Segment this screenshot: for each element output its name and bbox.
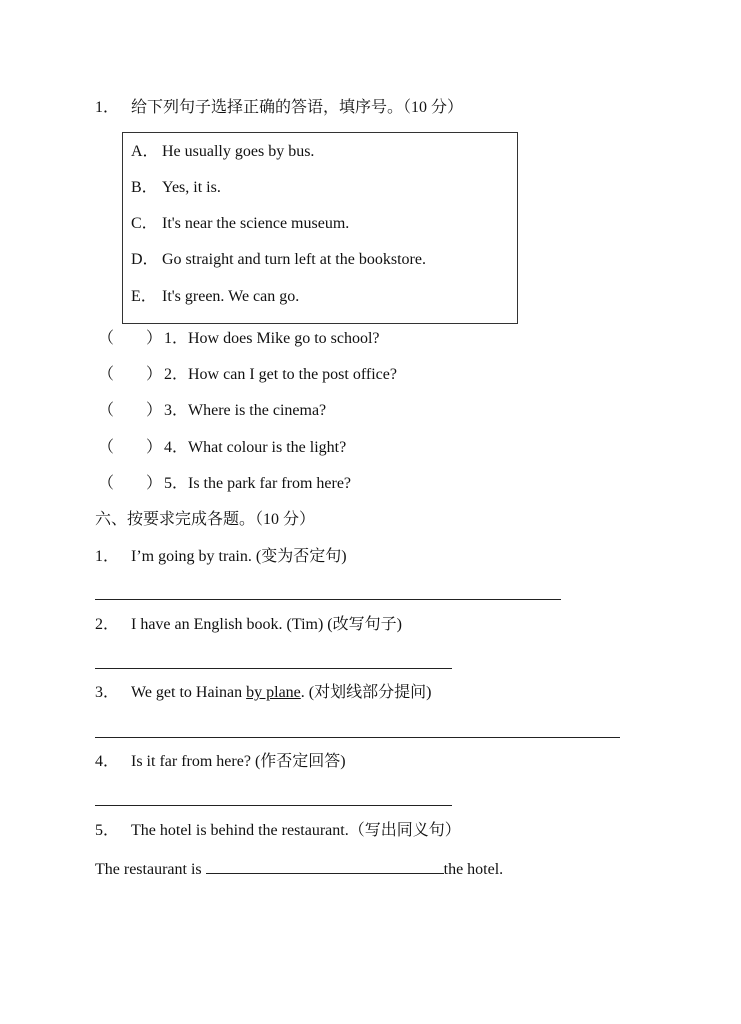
answer-line-4[interactable] bbox=[95, 805, 452, 806]
option-b bbox=[131, 178, 221, 198]
option-letter: D． bbox=[131, 251, 159, 268]
options-box bbox=[122, 132, 518, 324]
question-heading bbox=[95, 98, 463, 118]
question-text: 4．What colour is the light? bbox=[164, 439, 347, 456]
question-text: 2．How can I get to the post office? bbox=[164, 366, 397, 383]
option-d bbox=[131, 250, 426, 270]
option-e bbox=[131, 287, 299, 307]
item-text-post: . (对划线部分提问) bbox=[300, 684, 432, 701]
item-text-pre: We get to Hainan bbox=[131, 684, 247, 701]
item-number: 1． bbox=[95, 548, 120, 565]
answer-line-2[interactable] bbox=[95, 668, 452, 669]
question-text: 3．Where is the cinema? bbox=[164, 402, 327, 419]
option-text: Go straight and turn left at the bookstore. bbox=[162, 251, 426, 268]
option-c bbox=[131, 214, 349, 234]
item-number: 3． bbox=[95, 684, 120, 701]
option-letter: C． bbox=[131, 215, 158, 232]
option-letter: B． bbox=[131, 179, 158, 196]
item-text: I have an English book. (Tim) (改写句子) bbox=[131, 616, 402, 633]
answer-blank[interactable]: （ ） bbox=[98, 439, 163, 456]
item-number: 2． bbox=[95, 616, 120, 633]
item-text: Is it far from here? (作否定回答) bbox=[131, 753, 346, 770]
option-a bbox=[131, 142, 314, 162]
underlined-phrase: by plane bbox=[246, 684, 301, 701]
answer-blank[interactable]: （ ） bbox=[98, 330, 163, 347]
item-number: 5． bbox=[95, 822, 120, 839]
answer-blank[interactable]: （ ） bbox=[98, 475, 163, 492]
question-text: 1．How does Mike go to school? bbox=[164, 330, 380, 347]
answer-line-1[interactable] bbox=[95, 599, 561, 600]
option-text: Yes, it is. bbox=[162, 179, 221, 196]
option-letter: E． bbox=[131, 288, 157, 305]
answer-blank-5[interactable] bbox=[206, 857, 444, 874]
exercise-item-3 bbox=[95, 683, 431, 703]
question-number: 1． bbox=[95, 99, 120, 116]
matching-question-2 bbox=[98, 365, 397, 385]
question-heading-text: 给下列句子选择正确的答语，填序号。（10 分） bbox=[131, 99, 464, 116]
section-heading: 六、按要求完成各题。（10 分） bbox=[95, 511, 316, 528]
option-text: It's green. We can go. bbox=[162, 288, 300, 305]
exercise-item-4 bbox=[95, 752, 346, 772]
answer-blank[interactable]: （ ） bbox=[98, 366, 163, 383]
option-letter: A． bbox=[131, 143, 159, 160]
matching-question-5 bbox=[98, 474, 351, 494]
option-text: It's near the science museum. bbox=[162, 215, 350, 232]
option-text: He usually goes by bus. bbox=[162, 143, 315, 160]
answer-blank[interactable]: （ ） bbox=[98, 402, 163, 419]
exercise-item-2 bbox=[95, 615, 402, 635]
exercise-item-5 bbox=[95, 821, 461, 841]
exercise-item-1 bbox=[95, 547, 347, 567]
item-number: 4． bbox=[95, 753, 120, 770]
matching-question-1 bbox=[98, 329, 380, 349]
item-text: I’m going by train. (变为否定句) bbox=[131, 548, 347, 565]
matching-question-4 bbox=[98, 438, 346, 458]
item-text: The hotel is behind the restaurant.（写出同义句） bbox=[131, 822, 461, 839]
answer-line-3[interactable] bbox=[95, 737, 620, 738]
question-text: 5．Is the park far from here? bbox=[164, 475, 352, 492]
answer-sentence-pre: The restaurant is bbox=[95, 861, 206, 878]
answer-sentence-post: the hotel. bbox=[443, 861, 504, 878]
matching-question-3 bbox=[98, 401, 326, 421]
answer-sentence-5 bbox=[95, 857, 503, 880]
